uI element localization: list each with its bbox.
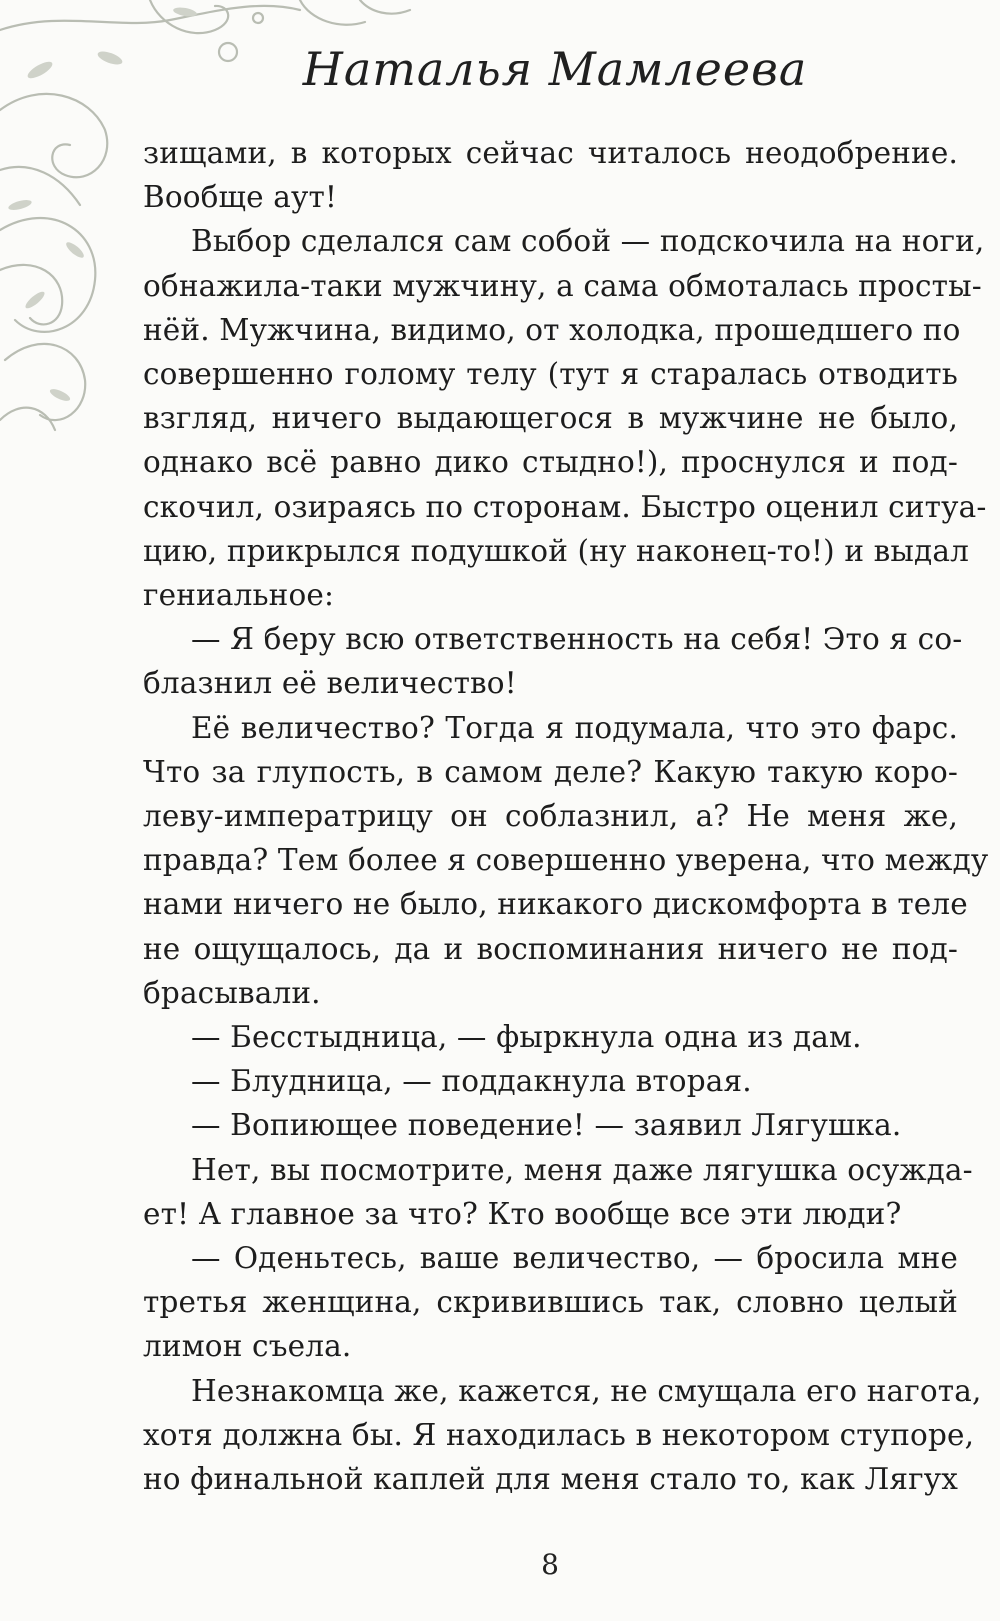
text-line: Что за глупость, в самом деле? Какую такую коро- (143, 754, 958, 789)
text-line: третья женщина, скривившись так, словно целый (143, 1285, 958, 1320)
body-text (143, 131, 989, 1501)
text-line: ет! А главное за что? Кто вообще все эти люди? (143, 1196, 902, 1231)
text-line: нёй. Мужчина, видимо, от холодка, прошедшего по (143, 312, 961, 347)
text-line: зищами, в которых сейчас читалось неодобрение. (143, 136, 958, 170)
text-line: Вообще аут! (143, 180, 337, 215)
text-line: — Блудница, — поддакнула вторая. (191, 1064, 752, 1099)
text-line: нами ничего не было, никакого дискомфорта в теле (143, 887, 968, 922)
text-line: хотя должна бы. Я находилась в некотором ступоре, (143, 1417, 975, 1452)
text-line: блазнил её величество! (143, 666, 517, 701)
text-line: обнажила-таки мужчину, а сама обмоталась просты- (143, 268, 982, 303)
text-line: — Вопиющее поведение! — заявил Лягушка. (191, 1108, 902, 1143)
text-line: — Оденьтесь, ваше величество, — бросила мне (191, 1241, 958, 1276)
text-line: лимон съела. (143, 1329, 352, 1364)
text-line: однако всё равно дико стыдно!), проснулся и под- (143, 445, 958, 480)
text-line: — Бесстыдница, — фыркнула одна из дам. (191, 1020, 862, 1055)
running-header (0, 42, 1000, 106)
text-line: цию, прикрылся подушкой (ну наконец-то!) и выдал (143, 533, 969, 568)
text-line: взгляд, ничего выдающегося в мужчине не было, (143, 401, 958, 436)
text-line: не ощущалось, да и воспоминания ничего не под- (143, 931, 958, 966)
text-line: скочил, озираясь по сторонам. Быстро оценил ситуа- (143, 489, 987, 524)
text-line: Нет, вы посмотрите, меня даже лягушка осужда- (191, 1152, 973, 1187)
page-number: 8 (541, 1548, 559, 1581)
text-line: леву-императрицу он соблазнил, а? Не меня же, (143, 799, 958, 834)
text-line: Незнакомца же, кажется, не смущала его нагота, (191, 1373, 982, 1408)
text-line: Её величество? Тогда я подумала, что это фарс. (191, 710, 958, 745)
text-line: — Я беру всю ответственность на себя! Это я со- (191, 622, 963, 657)
text-line: Выбор сделался сам собой — подскочила на ноги, (191, 224, 985, 259)
text-line: но финальной каплей для меня стало то, как Лягух (143, 1462, 958, 1497)
author-name: Наталья Мамлеева (302, 42, 808, 96)
text-line: правда? Тем более я совершенно уверена, что между (143, 843, 989, 878)
text-line: совершенно голому телу (тут я старалась отводить (143, 357, 958, 392)
text-line: брасывали. (143, 975, 321, 1010)
text-line: гениальное: (143, 578, 335, 613)
